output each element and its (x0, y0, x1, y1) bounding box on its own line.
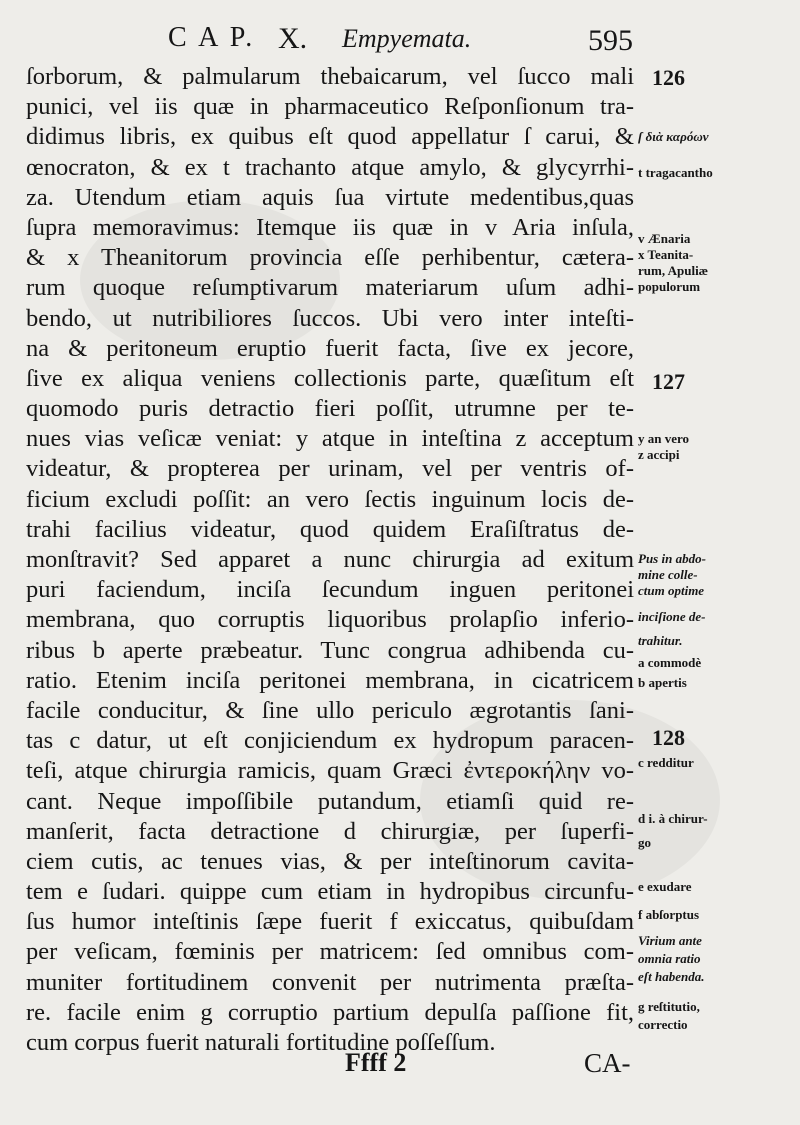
text-line: facile conducitur, & ſine ullo periculo ægrotantis ſani- (26, 696, 634, 724)
margin-note: Virium ante (638, 933, 702, 948)
margin-note: go (638, 835, 651, 850)
signature-mark: Ffff 2 (345, 1048, 407, 1077)
text-line: re. facile enim g corruptio partium depulſa paſſione fit, (26, 998, 634, 1026)
page-number: 595 (588, 24, 633, 57)
text-line: cant. Neque impoſſibile putandum, etiamſi quid re- (26, 787, 634, 815)
margin-note: d i. à chirur- (638, 811, 708, 826)
text-line: muniter fortitudinem convenit per nutrimenta præſta- (26, 968, 634, 996)
text-line: ſive ex aliqua veniens collectionis parte, quæſitum eſt (26, 364, 634, 392)
text-line: œnocraton, & ex t trachanto atque amylo, & glycyrrhi- (26, 153, 634, 181)
text-line: tem e ſudari. quippe cum etiam in hydropibus circunfu- (26, 878, 634, 906)
margin-note: correctio (638, 1017, 688, 1032)
text-line: ſorborum, & palmularum thebaicarum, vel ſucco mali (26, 63, 634, 90)
margin-note: omnia ratio (638, 951, 701, 966)
section-number: 126 (652, 65, 685, 90)
margin-note: ctum optime (638, 583, 705, 598)
margin-note: f abſorptus (638, 907, 700, 922)
margin-note: Pus in abdo- (638, 551, 706, 566)
text-line: rum quoque reſumptivarum materiarum uſum adhi- (26, 274, 634, 302)
text-line: manſerit, facta detractione d chirurgiæ, per ſuperfi- (26, 817, 634, 845)
text-line: cum corpus fuerit naturali fortitudine poſſeſſum. (26, 1029, 496, 1056)
text-line: ciem cutis, ac tenues vias, & per inteſtinorum cavita- (26, 847, 634, 875)
text-line: na & peritoneum eruptio fuerit facta, ſive ex jecore, (26, 334, 634, 362)
text-line: tas c datur, ut eſt conjiciendum ex hydropum paracen- (26, 727, 634, 755)
header-chapter: X. (278, 22, 308, 55)
text-line: nues vias veſicæ veniat: y atque in inteſtina z acceptum (26, 425, 634, 453)
main-text-block (26, 62, 634, 1058)
margin-note: t tragacantho (638, 165, 713, 180)
text-line: quomodo puris detractio fieri poſſit, utrumne per te- (26, 395, 634, 423)
text-line: ſupra memoravimus: Itemque iis quæ in v Aria inſula, (26, 213, 634, 241)
margin-note: v Ænaria (638, 231, 691, 246)
margin-note: x Teanita- (638, 247, 694, 262)
margin-note: y an vero (638, 431, 690, 446)
text-line: didimus libris, ex quibus eſt quod appellatur ſ carui, & (26, 123, 634, 151)
text-line: ficium excludi poſſit: an vero ſectis inguinum locis de- (26, 485, 634, 513)
text-line: membrana, quo corruptis liquoribus prolapſio inferio- (26, 606, 634, 634)
text-line: & x Theanitorum provincia eſſe perhibentur, cætera- (26, 244, 634, 272)
margin-note: populorum (638, 279, 701, 294)
margin-note: rum, Apuliæ (638, 263, 709, 278)
margin-note: e exudare (638, 879, 692, 894)
margin-note: eſt habenda. (638, 969, 705, 984)
text-line: ratio. Etenim inciſa peritonei membrana, in cicatricem (26, 666, 634, 694)
running-header (0, 18, 800, 62)
margin-note: mine colle- (638, 567, 698, 582)
margin-note: a commodè (638, 655, 702, 670)
header-cap: C A P. (168, 22, 256, 53)
margin-note: trahitur. (638, 633, 683, 648)
margin-note: b apertis (638, 675, 687, 690)
text-line: monſtravit? Sed apparet a nunc chirurgia ad exitum (26, 546, 634, 573)
text-line: ſus humor inteſtinis ſæpe fuerit f exiccatus, quibuſdam (26, 908, 634, 936)
margin-note: g reſtitutio, (638, 999, 700, 1014)
text-line: ribus b aperte præbeatur. Tunc congrua adhibenda cu- (26, 636, 634, 664)
text-line: bendo, ut nutribiliores ſuccos. Ubi vero inter inteſti- (26, 304, 634, 332)
header-topic: Empyemata. (342, 24, 472, 53)
margin-note: c redditur (638, 755, 694, 770)
margin-note: ſ διὰ καρόων (638, 129, 709, 144)
section-number: 127 (652, 369, 685, 394)
text-line: puri faciendum, inciſa ſecundum inguen peritonei (26, 576, 634, 604)
text-line: trahi facilius videatur, quod quidem Eraſiſtratus de- (26, 515, 634, 543)
margin-note: z accipi (638, 447, 680, 462)
margin-note: inciſione de- (638, 609, 706, 624)
text-line: teſi, atque chirurgia ramicis, quam Græci ἐντεροκήλην vo- (26, 757, 634, 785)
text-line: per veſicam, fœminis per matricem: ſed omnibus com- (26, 938, 634, 966)
text-line: za. Utendum etiam aquis ſua virtute medentibus,quas (26, 183, 634, 211)
text-line: punici, vel iis quæ in pharmaceutico Reſponſionum tra- (26, 93, 634, 121)
catchword: CA- (584, 1048, 631, 1078)
text-line: videatur, & propterea per urinam, vel per ventris of- (26, 455, 634, 483)
section-number: 128 (652, 725, 685, 750)
page-footer (0, 1048, 800, 1088)
